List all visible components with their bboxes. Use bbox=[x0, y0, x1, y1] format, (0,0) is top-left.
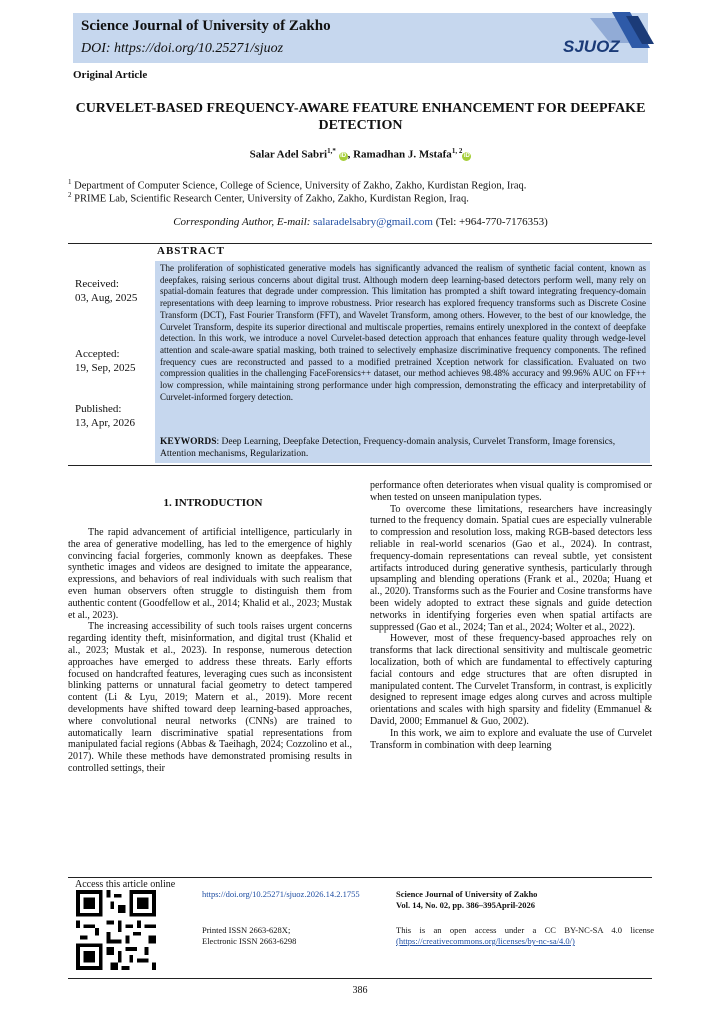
issn-print: Printed ISSN 2663-628X; bbox=[202, 925, 291, 935]
paper-title: CURVELET-BASED FREQUENCY-AWARE FEATURE ENHANCEMENT FOR DEEPFAKE DETECTION bbox=[75, 101, 646, 133]
footer-rule bbox=[68, 877, 652, 878]
abstract-text: The proliferation of sophisticated generative models has significantly advanced the realism of synthetic facial content, known as deepfakes, raising serious concerns about digital trust. Although modern deep learning-based detectors perform well, many rely on spatial-domain features that degrade under compression. This limitation has prompted a shift toward integrating frequency-domain representations with deep learning to improve robustness. Prior research has explored frequency transforms such as Discrete Cosine Transform (DCT), Fast Fourier Transform (FFT), and Wavelet Transform, among others. However, to the best of our knowledge, the Curvelet Transform, despite its superior directional and multiscale properties, remains entirely unexplored in the context of deepfake detection. In this work, we introduce a novel Curvelet-based detection approach that enhances feature quality through wedge-level attention and scale-aware spatial masking, both trained to selectively emphasize discriminative frequency components. The refined frequency cues are reconstructed and passed to a modified pretrained Xception network for classification. Evaluated on two compression qualities in the challenging FaceForensics++ dataset, our method achieves 98.48% accuracy and 99.96% AUC on FF++ low compression, while maintaining strong performance under high compression, demonstrating the efficacy and interpretability of Curvelet-informed forgery detection. bbox=[160, 263, 646, 402]
journal-logo bbox=[560, 8, 655, 63]
article-type: Original Article bbox=[73, 69, 148, 81]
right-column bbox=[370, 480, 652, 751]
accepted-label: Accepted: bbox=[75, 348, 120, 360]
journal-doi[interactable]: DOI: https://doi.org/10.25271/sjuoz bbox=[81, 41, 284, 56]
intro-paragraph: To overcome these limitations, researchers have increasingly turned to the frequency domain. Spatial cues are especially vulnerable to compression and resolution loss, making RGB-based detectors less reliable in real-world scenarios (Gao et al., 2024). In contrast, frequency-domain representations can reveal subtle, yet consistent artifacts introduced during generative synthesis, particularly through upsampling and blending operations (Frank et al., 2020a; Huang et al., 2020). Transforms such as the Fourier and Cosine transforms have been widely adopted to extract these signals and guide detection networks in identifying forgeries even when spatial artifacts are suppressed (Gao et al., 2024; Tan et al., 2024; Wolter et al., 2022). bbox=[370, 503, 652, 633]
corresponding-tel: (Tel: +964-770-7176353) bbox=[435, 216, 548, 228]
affiliation-1 bbox=[68, 178, 526, 192]
footer-bottom-rule bbox=[68, 978, 652, 979]
published-value: 13, Apr, 2026 bbox=[75, 417, 136, 429]
license-text: This is an open access under a CC BY-NC-SA 4.0 license bbox=[396, 925, 654, 935]
keywords bbox=[160, 437, 646, 460]
footer-volume: Vol. 14, No. 02, pp. 386–395April-2026 bbox=[396, 900, 536, 910]
corresponding-label: Corresponding Author, E-mail: bbox=[173, 216, 311, 228]
license-notice bbox=[396, 925, 654, 947]
footer-journal-name: Science Journal of University of Zakho bbox=[396, 889, 538, 899]
section-heading-introduction: 1. INTRODUCTION bbox=[163, 497, 263, 509]
orcid-icon[interactable]: iD bbox=[340, 152, 347, 159]
orcid-icon[interactable]: iD bbox=[463, 152, 470, 159]
access-online-label: Access this article online bbox=[75, 879, 176, 890]
footer-journal bbox=[396, 889, 537, 911]
issn-online: Electronic ISSN 2663-6298 bbox=[202, 936, 297, 946]
received-date bbox=[75, 277, 137, 305]
corresponding-email[interactable]: salaradelsabry@gmail.com bbox=[313, 216, 433, 228]
page-number: 386 bbox=[352, 985, 368, 996]
author-1: Salar Adel Sabri bbox=[249, 148, 328, 161]
keywords-list: : Deep Learning, Deepfake Detection, Frequency-domain analysis, Curvelet Transform, Image forensics, Attention mechanisms, Regularization. bbox=[160, 437, 616, 459]
intro-paragraph: However, most of these frequency-based approaches rely on transforms that lack directional sensitivity and multiscale geometric localization, both of which are fundamental to effectively capturing facial contours and edge structures that are often disrupted in manipulated content. The Curvelet Transform, in contrast, is explicitly designed to represent image edges along curves and across multiple orientations and scales with high sparsity and fidelity (Emmanuel & David, 2000; Emmanuel & Guo, 2002). bbox=[370, 633, 652, 727]
abstract-heading: ABSTRACT bbox=[157, 245, 225, 257]
affiliation-2-number: 2 bbox=[68, 191, 72, 199]
abstract-top-rule bbox=[68, 243, 652, 244]
abstract-bottom-rule bbox=[68, 465, 652, 466]
article-doi-link[interactable]: https://doi.org/10.25271/sjuoz.2026.14.2.1755 bbox=[202, 889, 360, 899]
qr-code-icon[interactable] bbox=[76, 890, 156, 970]
journal-name: Science Journal of University of Zakho bbox=[81, 18, 331, 34]
corresponding-author bbox=[73, 216, 648, 228]
keywords-label: KEYWORDS bbox=[160, 437, 217, 447]
issn-block bbox=[202, 925, 296, 947]
intro-paragraph: In this work, we aim to explore and evaluate the use of Curvelet Transform in combination with deep learning bbox=[370, 727, 652, 751]
received-value: 03, Aug, 2025 bbox=[75, 292, 138, 304]
published-date bbox=[75, 402, 135, 430]
author-1-affil: 1,* bbox=[327, 147, 336, 155]
author-2: Ramadhan J. Mstafa bbox=[353, 148, 452, 161]
affiliation-2-text: PRIME Lab, Scientific Research Center, University of Zakho, Zakho, Kurdistan Region, Iraq. bbox=[74, 193, 469, 205]
accepted-date bbox=[75, 347, 136, 375]
author-line: Salar Adel Sabri$^{1,*}$ iD , Ramadhan J. Mstafa$^{1, 2}$iD bbox=[249, 147, 470, 161]
received-label: Received: bbox=[75, 278, 119, 290]
published-label: Published: bbox=[75, 403, 122, 415]
affiliation-1-text: Department of Computer Science, College of Science, University of Zakho, Zakho, Kurdistan Region, Iraq. bbox=[74, 180, 527, 192]
author-2-affil: 1, 2 bbox=[451, 147, 463, 155]
intro-paragraph: The increasing accessibility of such tools raises urgent concerns regarding identity theft, misinformation, and digital trust (Khalid et al., 2023; Mustak et al., 2023). In response, numerous detection approaches have emerged to address these threats. Early efforts focused on handcrafted features, leveraging cues such as inconsistent blinking patterns or unnatural facial geometry to detect tampered content (Li & Lyu, 2019; Matern et al., 2019). More recent developments have shifted toward deep learning-based approaches, where convolutional neural networks (CNNs) are trained to automatically learn discriminative spatial representations from manipulated facial regions (Abbas & Taeihagh, 2024; Cozzolino et al., 2017). While these methods have demonstrated promising results in controlled settings, their bbox=[68, 621, 352, 774]
affiliation-2 bbox=[68, 191, 469, 205]
intro-paragraph: The rapid advancement of artificial intelligence, particularly in the area of generative modelling, has led to the emergence of highly convincing facial forgeries, commonly known as deepfakes. These synthetic images and videos are designed to imitate the appearance, expressions, and behaviors of real individuals with such realism that even human observers often struggle to distinguish them from authentic content (Goodfellow et al., 2014; Khalid et al., 2023; Mustak et al., 2023). bbox=[68, 527, 352, 621]
logo-wordmark: SJUOZ bbox=[563, 37, 620, 56]
accepted-value: 19, Sep, 2025 bbox=[75, 362, 136, 374]
affiliation-1-number: 1 bbox=[68, 178, 72, 186]
left-column bbox=[68, 527, 352, 775]
intro-paragraph: performance often deteriorates when visual quality is compromised or when tested on unseen manipulation types. bbox=[370, 480, 652, 503]
license-link[interactable]: (https://creativecommons.org/licenses/by-nc-sa/4.0/) bbox=[396, 936, 575, 946]
